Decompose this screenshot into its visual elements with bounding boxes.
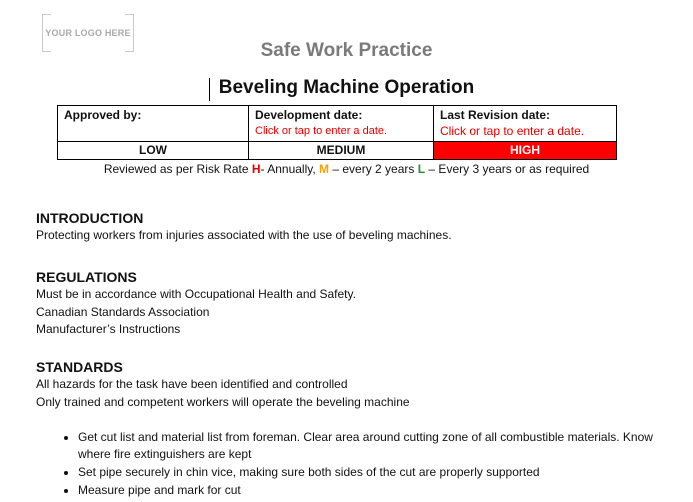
- introduction-line: Protecting workers from injuries associated with the use of beveling machines.: [36, 228, 452, 242]
- standards-section: [36, 358, 656, 411]
- development-date-label: Development date:: [255, 108, 363, 122]
- standards-line: All hazards for the task have been identified and controlled: [36, 377, 348, 391]
- development-date-picker[interactable]: Click or tap to enter a date.: [255, 125, 388, 137]
- review-h-letter: H: [251, 162, 261, 176]
- standards-line: Only trained and competent workers will operate the beveling machine: [36, 394, 410, 409]
- review-h-text: - Annually,: [260, 162, 320, 176]
- regulations-line: Canadian Standards Association: [36, 304, 210, 319]
- review-frequency-note: [0, 162, 693, 176]
- review-m-text: – every 2 years: [329, 162, 418, 176]
- review-m-letter: M: [319, 162, 330, 176]
- regulations-heading: REGULATIONS: [36, 269, 137, 285]
- logo-text: YOUR LOGO HERE: [45, 28, 131, 38]
- regulations-line: Manufacturer’s Instructions: [36, 322, 181, 336]
- regulations-section: [36, 268, 656, 339]
- risk-medium-cell[interactable]: MEDIUM: [249, 142, 434, 160]
- document-subtitle: Beveling Machine Operation: [218, 77, 475, 98]
- introduction-heading: INTRODUCTION: [36, 210, 144, 226]
- revision-date-cell: [434, 106, 617, 142]
- document-title: Safe Work Practice: [260, 40, 433, 61]
- revision-date-label: Last Revision date:: [440, 108, 551, 122]
- review-prefix: Reviewed as per Risk Rate: [103, 162, 252, 176]
- risk-high-cell[interactable]: HIGH: [434, 142, 617, 160]
- review-l-letter: L: [417, 162, 426, 176]
- list-item: • Measure pipe and mark for cut: [78, 482, 658, 499]
- introduction-section: [36, 209, 656, 245]
- development-date-cell: [249, 106, 434, 142]
- approved-by-cell[interactable]: [58, 106, 249, 142]
- revision-date-picker[interactable]: Click or tap to enter a date.: [440, 124, 585, 138]
- approval-table: [57, 105, 617, 160]
- list-item: • Get cut list and material list from foreman. Clear area around cutting zone of all combustible materials. Know where fire extinguishers are kept: [78, 429, 658, 463]
- regulations-line: Must be in accordance with Occupational Health and Safety.: [36, 287, 356, 301]
- procedure-steps-list: [54, 429, 658, 500]
- review-l-text: – Every 3 years or as required: [425, 162, 590, 176]
- approved-by-label: Approved by:: [64, 108, 142, 122]
- risk-low-cell[interactable]: LOW: [58, 142, 249, 160]
- list-item: • Set pipe securely in chin vice, making sure both sides of the cut are properly supported: [78, 464, 658, 481]
- standards-heading: STANDARDS: [36, 359, 123, 375]
